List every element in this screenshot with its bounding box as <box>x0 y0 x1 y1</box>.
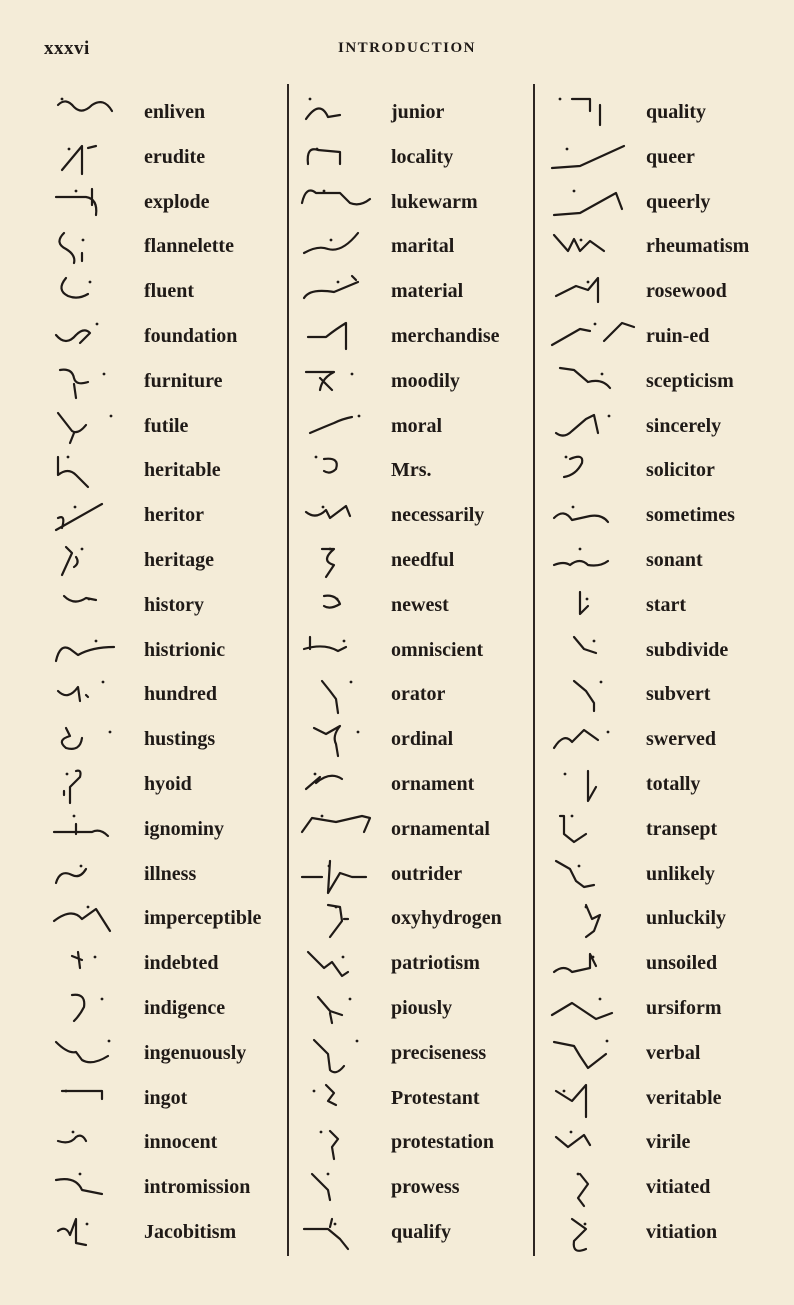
shorthand-outline-icon <box>300 1125 386 1161</box>
shorthand-outline-icon <box>52 991 138 1027</box>
entry-word: quality <box>646 101 707 123</box>
shorthand-outline-icon <box>300 677 386 713</box>
entry-word: oxyhydrogen <box>391 907 502 930</box>
shorthand-outline-icon <box>300 812 386 848</box>
entry-word: indebted <box>144 952 219 975</box>
entry-row <box>300 987 530 1031</box>
shorthand-outline-icon <box>550 991 636 1027</box>
entry-word: qualify <box>391 1221 452 1243</box>
entry-row <box>550 808 790 852</box>
entry-row <box>300 225 530 269</box>
shorthand-outline-icon <box>52 498 138 534</box>
entry-row <box>52 360 284 404</box>
entry-row <box>300 405 530 449</box>
entry-row <box>300 449 530 493</box>
entry-row <box>300 136 530 180</box>
entry-word: fluent <box>144 280 194 303</box>
entry-word: scepticism <box>646 369 734 392</box>
entry-word: ordinal <box>391 728 454 751</box>
shorthand-outline-icon <box>52 946 138 982</box>
entry-word: intromission <box>144 1176 251 1199</box>
entry-row <box>300 808 530 852</box>
entry-word: totally <box>646 773 701 795</box>
column-divider-right <box>533 84 535 1256</box>
entry-word: indigence <box>144 997 226 1019</box>
shorthand-outline-icon <box>52 588 138 624</box>
entry-row <box>52 315 284 359</box>
shorthand-outline-icon <box>300 229 386 265</box>
entry-word: furniture <box>144 369 223 392</box>
entry-row <box>300 1032 530 1076</box>
entry-row <box>300 1166 530 1210</box>
shorthand-outline-icon <box>52 409 138 445</box>
entry-row <box>550 1032 790 1076</box>
entry-word: protestation <box>391 1131 494 1154</box>
entry-row <box>52 1032 284 1076</box>
entry-row <box>300 315 530 359</box>
entry-row <box>52 449 284 493</box>
entry-word: imperceptible <box>144 907 262 930</box>
entry-word: swerved <box>646 728 716 751</box>
shorthand-outline-icon <box>300 319 386 355</box>
entry-row <box>52 136 284 180</box>
shorthand-outline-icon <box>300 364 386 400</box>
shorthand-outline-icon <box>550 1081 636 1117</box>
entry-row <box>52 808 284 852</box>
entry-row <box>550 270 790 314</box>
shorthand-outline-icon <box>52 812 138 848</box>
shorthand-outline-icon <box>550 677 636 713</box>
entry-word: enliven <box>144 101 206 123</box>
shorthand-outline-icon <box>300 274 386 310</box>
entry-row <box>550 181 790 225</box>
entry-word: sometimes <box>646 504 735 527</box>
entry-word: hyoid <box>144 773 192 795</box>
shorthand-outline-icon <box>52 229 138 265</box>
shorthand-outline-icon <box>550 722 636 758</box>
entry-row <box>300 718 530 762</box>
entry-row <box>550 449 790 493</box>
shorthand-outline-icon <box>52 677 138 713</box>
entry-word: innocent <box>144 1131 218 1154</box>
entry-row <box>550 1166 790 1210</box>
entry-word: ruin-ed <box>646 325 710 347</box>
shorthand-outline-icon <box>550 95 636 131</box>
entry-word: ingenuously <box>144 1041 247 1064</box>
entry-word: patriotism <box>391 952 480 975</box>
shorthand-outline-icon <box>300 588 386 624</box>
entry-row <box>52 673 284 717</box>
entry-row <box>300 853 530 897</box>
entry-word: Jacobitism <box>144 1221 237 1243</box>
entry-word: heritable <box>144 459 221 482</box>
entry-row <box>550 673 790 717</box>
entry-row <box>52 181 284 225</box>
shorthand-outline-icon <box>52 722 138 758</box>
shorthand-outline-icon <box>300 901 386 937</box>
shorthand-outline-icon <box>300 1170 386 1206</box>
entry-word: Protestant <box>391 1086 480 1109</box>
entry-row <box>550 629 790 673</box>
entry-word: vitiation <box>646 1221 718 1243</box>
shorthand-outline-icon <box>300 543 386 579</box>
shorthand-outline-icon <box>550 185 636 221</box>
entry-row <box>52 897 284 941</box>
shorthand-outline-icon <box>52 1215 138 1251</box>
shorthand-outline-icon <box>300 857 386 893</box>
entry-word: marital <box>391 235 455 258</box>
entry-row <box>300 360 530 404</box>
shorthand-outline-icon <box>52 857 138 893</box>
entry-word: sonant <box>646 549 703 571</box>
shorthand-outline-icon <box>300 498 386 534</box>
entry-row <box>300 1121 530 1165</box>
shorthand-outline-icon <box>52 274 138 310</box>
column-divider-left <box>287 84 289 1256</box>
shorthand-outline-icon <box>52 95 138 131</box>
entry-row <box>300 673 530 717</box>
entry-row <box>52 942 284 986</box>
entry-word: hundred <box>144 683 218 706</box>
entry-row <box>300 942 530 986</box>
shorthand-outline-icon <box>550 409 636 445</box>
entry-row <box>300 539 530 583</box>
entry-word: locality <box>391 145 454 168</box>
shorthand-outline-icon <box>550 633 636 669</box>
entry-row <box>550 360 790 404</box>
shorthand-outline-icon <box>300 453 386 489</box>
entry-row <box>550 136 790 180</box>
shorthand-outline-icon <box>52 767 138 803</box>
entry-word: necessarily <box>391 504 485 527</box>
entry-word: ursiform <box>646 997 722 1019</box>
shorthand-outline-icon <box>550 274 636 310</box>
shorthand-outline-icon <box>550 543 636 579</box>
shorthand-outline-icon <box>300 1036 386 1072</box>
entry-row <box>300 1077 530 1121</box>
entry-word: history <box>144 593 204 616</box>
entry-row <box>550 1211 790 1255</box>
entry-word: heritor <box>144 504 204 527</box>
entry-row <box>550 315 790 359</box>
shorthand-outline-icon <box>300 409 386 445</box>
entry-row <box>550 942 790 986</box>
entry-row <box>550 853 790 897</box>
shorthand-outline-icon <box>550 1215 636 1251</box>
entry-row <box>52 225 284 269</box>
entry-row <box>550 987 790 1031</box>
entry-row <box>300 181 530 225</box>
entry-row <box>550 584 790 628</box>
entry-word: unsoiled <box>646 952 718 975</box>
entry-row <box>52 539 284 583</box>
entry-word: ingot <box>144 1086 188 1109</box>
column-1 <box>52 91 284 1261</box>
entry-row <box>300 270 530 314</box>
entry-row <box>52 629 284 673</box>
entry-word: unlikely <box>646 862 715 885</box>
entry-word: rheumatism <box>646 235 750 258</box>
shorthand-outline-icon <box>550 229 636 265</box>
entry-row <box>550 405 790 449</box>
entry-word: orator <box>391 683 446 706</box>
shorthand-outline-icon <box>550 767 636 803</box>
entry-row <box>300 584 530 628</box>
page-header <box>0 36 794 66</box>
entry-row <box>52 91 284 135</box>
entry-word: transept <box>646 817 718 840</box>
shorthand-outline-icon <box>550 1125 636 1161</box>
entry-word: subdivide <box>646 638 729 661</box>
entry-row <box>52 584 284 628</box>
shorthand-outline-icon <box>300 1215 386 1251</box>
shorthand-outline-icon <box>550 364 636 400</box>
shorthand-outline-icon <box>550 901 636 937</box>
entry-row <box>300 629 530 673</box>
entry-word: foundation <box>144 325 238 347</box>
entry-word: subvert <box>646 683 711 706</box>
entry-row <box>550 1121 790 1165</box>
entry-word: piously <box>391 997 453 1019</box>
entry-word: histrionic <box>144 638 226 661</box>
shorthand-outline-icon <box>550 1170 636 1206</box>
entry-row <box>550 225 790 269</box>
shorthand-outline-icon <box>52 901 138 937</box>
shorthand-outline-icon <box>300 185 386 221</box>
entry-row <box>300 1211 530 1255</box>
entry-row <box>550 897 790 941</box>
entry-row <box>52 853 284 897</box>
entry-row <box>52 718 284 762</box>
running-title: INTRODUCTION <box>338 40 477 56</box>
shorthand-outline-icon <box>300 1081 386 1117</box>
entry-row <box>550 494 790 538</box>
shorthand-outline-icon <box>550 588 636 624</box>
entry-row <box>300 897 530 941</box>
shorthand-outline-icon <box>550 812 636 848</box>
shorthand-outline-icon <box>52 453 138 489</box>
entry-word: preciseness <box>391 1041 487 1064</box>
entry-row <box>550 539 790 583</box>
shorthand-outline-icon <box>52 319 138 355</box>
shorthand-outline-icon <box>550 319 636 355</box>
entry-row <box>300 91 530 135</box>
column-3 <box>550 91 790 1261</box>
entry-word: vitiated <box>646 1176 711 1199</box>
shorthand-outline-icon <box>550 453 636 489</box>
shorthand-outline-icon <box>550 946 636 982</box>
entry-word: start <box>646 593 686 616</box>
entry-word: ornamental <box>391 817 490 840</box>
shorthand-outline-icon <box>52 185 138 221</box>
entry-row <box>52 763 284 807</box>
entry-word: outrider <box>391 862 463 885</box>
shorthand-outline-icon <box>52 633 138 669</box>
page-number: xxxvi <box>44 38 90 59</box>
entry-word: heritage <box>144 549 214 571</box>
entry-row <box>52 987 284 1031</box>
shorthand-outline-icon <box>300 991 386 1027</box>
entry-word: explode <box>144 190 210 213</box>
entry-word: virile <box>646 1131 691 1154</box>
shorthand-outline-icon <box>300 722 386 758</box>
shorthand-outline-icon <box>52 543 138 579</box>
entry-word: ornament <box>391 773 475 795</box>
shorthand-outline-icon <box>52 1125 138 1161</box>
column-2 <box>300 91 530 1261</box>
entry-word: needful <box>391 549 455 571</box>
entry-word: verbal <box>646 1041 701 1064</box>
shorthand-outline-icon <box>550 1036 636 1072</box>
entry-word: omniscient <box>391 638 484 661</box>
shorthand-outline-icon <box>550 140 636 176</box>
entry-word: sincerely <box>646 414 722 437</box>
shorthand-outline-icon <box>300 95 386 131</box>
entry-word: solicitor <box>646 459 715 482</box>
entry-word: illness <box>144 862 197 885</box>
entry-row <box>52 1211 284 1255</box>
shorthand-outline-icon <box>52 1081 138 1117</box>
shorthand-outline-icon <box>52 1036 138 1072</box>
entry-row <box>52 270 284 314</box>
entry-word: prowess <box>391 1176 460 1199</box>
entry-row <box>300 494 530 538</box>
entry-row <box>52 405 284 449</box>
entry-row <box>550 763 790 807</box>
entry-word: queerly <box>646 190 711 213</box>
entry-word: queer <box>646 145 695 168</box>
entry-word: erudite <box>144 145 206 168</box>
shorthand-outline-icon <box>300 946 386 982</box>
entry-word: flannelette <box>144 235 234 258</box>
entry-word: futile <box>144 414 189 437</box>
entry-word: merchandise <box>391 325 500 347</box>
entry-word: moral <box>391 414 443 437</box>
entry-word: veritable <box>646 1086 722 1109</box>
entry-word: junior <box>391 101 445 123</box>
shorthand-outline-icon <box>52 1170 138 1206</box>
entry-word: ignominy <box>144 817 225 840</box>
entry-word: material <box>391 280 464 303</box>
shorthand-outline-icon <box>52 364 138 400</box>
entry-word: unluckily <box>646 907 727 930</box>
entry-row <box>550 91 790 135</box>
entry-row <box>550 1077 790 1121</box>
entry-word: rosewood <box>646 280 727 303</box>
shorthand-outline-icon <box>300 633 386 669</box>
entry-word: lukewarm <box>391 190 478 213</box>
shorthand-outline-icon <box>300 140 386 176</box>
entry-row <box>52 494 284 538</box>
shorthand-outline-icon <box>550 498 636 534</box>
shorthand-outline-icon <box>52 140 138 176</box>
entry-row <box>300 763 530 807</box>
entry-row <box>550 718 790 762</box>
entry-row <box>52 1166 284 1210</box>
entry-row <box>52 1077 284 1121</box>
shorthand-outline-icon <box>300 767 386 803</box>
entry-word: hustings <box>144 728 216 751</box>
shorthand-outline-icon <box>550 857 636 893</box>
entry-word: moodily <box>391 369 460 392</box>
entry-word: newest <box>391 593 449 616</box>
entry-row <box>52 1121 284 1165</box>
entry-word: Mrs. <box>391 459 432 482</box>
